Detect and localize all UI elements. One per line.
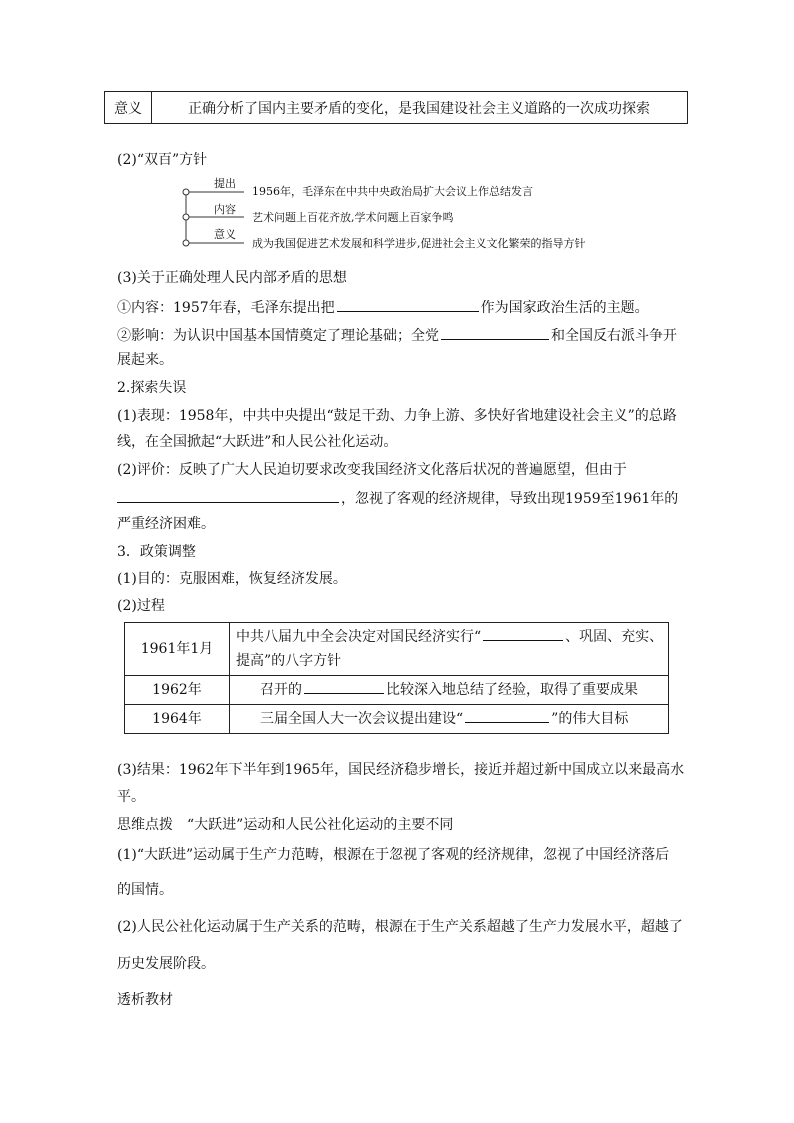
policy-result-1: (3)结果：1962年下半年到1965年，国民经济稳步增长，接近并超过新中国成立以来最高水 — [117, 762, 685, 778]
explore-perf-1: (1)表现：1958年，中共中央提出“鼓足干劲、力争上游、多快好省地建设社会主义”的总路 — [117, 408, 677, 424]
row-text-a: 中共八届九中全会决定对国民经济实行“ — [236, 629, 482, 645]
fill-blank[interactable] — [304, 678, 384, 694]
contradictions-content-text-a: ①内容：1957年春，毛泽东提出把 — [117, 300, 335, 316]
policy-process-table — [124, 622, 669, 734]
section-heading-textbook: 透析教材 — [117, 992, 173, 1008]
explore-eval-3: 严重经济困难。 — [117, 516, 215, 532]
significance-table — [104, 91, 688, 124]
thinking-p1-2: 的国情。 — [117, 882, 173, 898]
table-row — [125, 676, 669, 705]
contradictions-content-text-b: 作为国家政治生活的主题。 — [480, 300, 649, 316]
row-text-b: ”的伟大目标 — [551, 711, 629, 727]
explore-perf-2: 线，在全国掀起“大跃进”和人民公社化运动。 — [117, 434, 398, 450]
tree-text-significance: 成为我国促进艺术发展和科学进步,促进社会主义文化繁荣的指导方针 — [252, 237, 586, 250]
row-description — [230, 705, 669, 734]
shuangbai-heading: (2)“双百”方针 — [117, 152, 208, 168]
table-row — [125, 705, 669, 734]
thinking-p2-1: (2)人民公社化运动属于生产关系的范畴，根源在于生产关系超越了生产力发展水平，超越了 — [117, 919, 683, 935]
policy-result-2: 平。 — [117, 789, 145, 805]
explore-eval-2-text: ，忽视了客观的经济规律，导致出现1959至1961年的 — [341, 491, 679, 507]
tree-label-content: 内容 — [214, 203, 236, 216]
row-year: 1964年 — [125, 705, 230, 734]
tree-text-content: 艺术问题上百花齐放,学术问题上百家争鸣 — [252, 211, 454, 224]
significance-content: 正确分析了国内主要矛盾的变化，是我国建设社会主义道路的一次成功探索 — [188, 100, 650, 117]
thinking-heading: 思维点拨 “大跃进”运动和人民公社化运动的主要不同 — [117, 817, 454, 833]
contradictions-impact-text-b: 和全国反右派斗争开 — [551, 328, 677, 344]
row-description — [230, 676, 669, 705]
contradictions-impact — [117, 324, 677, 346]
row-text-c: 提高”的八字方针 — [236, 653, 342, 669]
row-text-b: 比较深入地总结了经验，取得了重要成果 — [386, 682, 638, 698]
shuangbai-tree-lines — [178, 176, 248, 256]
significance-label: 意义 — [105, 92, 152, 123]
tree-text-proposed: 1956年，毛泽东在中共中央政治局扩大会议上作总结发言 — [252, 185, 533, 198]
row-text-a: 召开的 — [260, 682, 302, 698]
policy-process: (2)过程 — [117, 598, 165, 614]
row-text-a: 三届全国人大一次会议提出建设“ — [260, 711, 464, 727]
explore-eval-1: (2)评价：反映了广大人民迫切要求改变我国经济文化落后状况的普遍愿望，但由于 — [117, 462, 627, 478]
contradictions-impact-text-a: ②影响：为认识中国基本国情奠定了理论基础；全党 — [117, 328, 439, 344]
explore-eval-2 — [117, 487, 678, 509]
row-description — [230, 623, 669, 676]
policy-purpose: (1)目的：克服困难，恢复经济发展。 — [117, 571, 347, 587]
fill-blank[interactable] — [117, 487, 339, 503]
table-row — [125, 623, 669, 676]
thinking-p1-1: (1)“大跃进”运动属于生产力范畴，根源在于忽视了客观的经济规律，忽视了中国经济落后 — [117, 847, 670, 863]
thinking-p2-2: 历史发展阶段。 — [117, 956, 215, 972]
fill-blank[interactable] — [337, 296, 479, 312]
tree-label-significance: 意义 — [214, 228, 236, 241]
fill-blank[interactable] — [483, 625, 563, 641]
contradictions-impact-cont: 展起来。 — [117, 352, 173, 368]
policy-heading: 3．政策调整 — [117, 544, 196, 560]
row-year: 1962年 — [125, 676, 230, 705]
tree-label-proposed: 提出 — [214, 177, 236, 190]
explore-heading: 2.探索失误 — [117, 380, 187, 396]
contradictions-heading: (3)关于正确处理人民内部矛盾的思想 — [117, 270, 347, 286]
fill-blank[interactable] — [441, 324, 549, 340]
row-year: 1961年1月 — [125, 623, 230, 676]
contradictions-content — [117, 296, 649, 318]
fill-blank[interactable] — [465, 707, 549, 723]
row-text-b: 、巩固、充实、 — [565, 629, 664, 645]
